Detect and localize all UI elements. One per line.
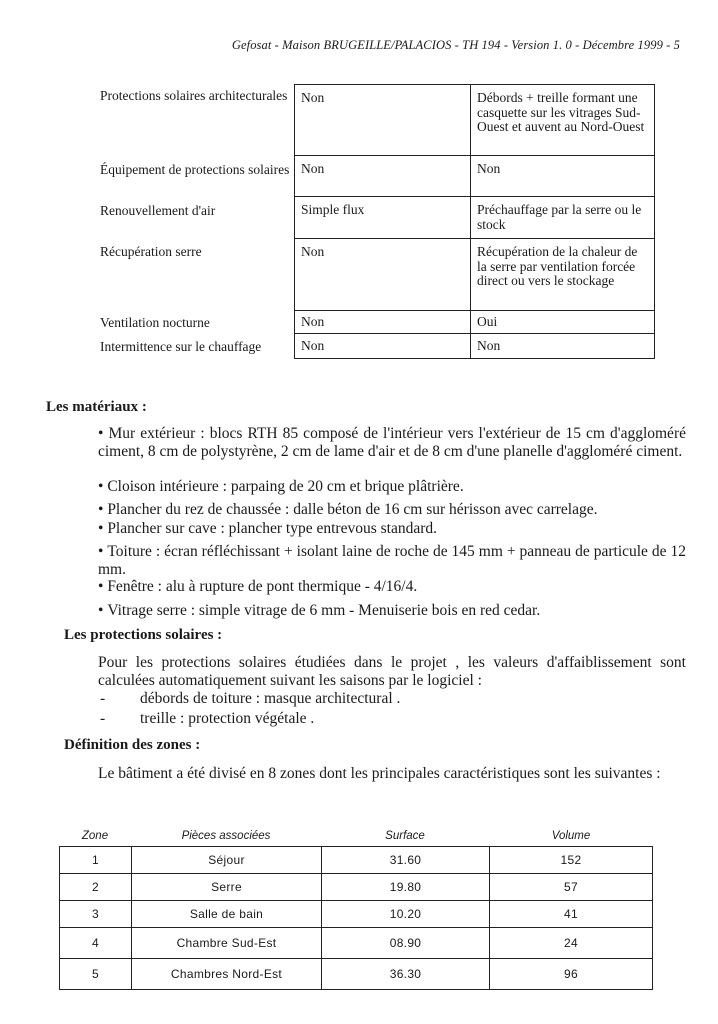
cell-current: Simple flux xyxy=(295,197,471,238)
material-item: • Plancher du rez de chaussée : dalle béton de 16 cm sur hérisson avec carrelage. xyxy=(98,501,686,519)
cell-current: Non xyxy=(295,334,471,358)
row-label: Protections solaires architecturales xyxy=(100,88,288,103)
cell-volume: 96 xyxy=(564,967,578,981)
header-surface: Surface xyxy=(385,830,425,842)
dash-marker: - xyxy=(100,690,106,707)
cell-room: Serre xyxy=(132,874,322,900)
material-item: • Plancher sur cave : plancher type entrevous standard. xyxy=(98,520,686,538)
table-row xyxy=(100,334,656,359)
table-row xyxy=(100,311,656,334)
cell-zone: 3 xyxy=(60,901,132,927)
zones-table xyxy=(59,826,653,990)
cell-current: Non xyxy=(295,311,471,333)
table-row xyxy=(60,927,652,958)
cell-surface: 08.90 xyxy=(322,928,490,958)
page-header: Gefosat - Maison BRUGEILLE/PALACIOS - TH 194 - Version 1. 0 - Décembre 1999 - 5 xyxy=(231,38,680,52)
cell-room: Salle de bain xyxy=(132,901,322,927)
solar-protection-item: - treille : protection végétale . xyxy=(100,710,315,727)
solar-protection-item: - débords de toiture : masque architectural . xyxy=(100,690,401,707)
dash-marker: - xyxy=(100,710,106,727)
solar-protections-title: Les protections solaires : xyxy=(64,627,223,643)
cell-zone: 5 xyxy=(60,959,132,989)
cell-current: Non xyxy=(295,156,471,196)
table-row xyxy=(60,847,652,873)
row-label: Équipement de protections solaires xyxy=(100,162,290,177)
cell-project: Préchauffage par la serre ou le stock xyxy=(477,202,642,232)
row-label: Ventilation nocturne xyxy=(100,315,210,330)
row-label: Intermittence sur le chauffage xyxy=(100,339,262,354)
cell-surface: 10.20 xyxy=(322,901,490,927)
zones-definition-title: Définition des zones : xyxy=(64,737,201,753)
cell-project: Débords + treille formant une casquette sur les vitrages Sud-Ouest et auvent au Nord-Ouest xyxy=(477,90,645,134)
material-item: • Mur extérieur : blocs RTH 85 composé de l'intérieur vers l'extérieur de 15 cm d'aggloméré ciment, 8 cm de polystyrène, 2 cm de lame d'air et de 8 cm d'une planelle d'aggloméré ciment. xyxy=(98,425,686,461)
cell-project: Non xyxy=(477,161,501,176)
cell-volume: 152 xyxy=(560,853,582,867)
cell-volume: 57 xyxy=(564,880,578,894)
table-row xyxy=(60,900,652,927)
material-item: • Fenêtre : alu à rupture de pont thermique - 4/16/4. xyxy=(98,578,686,596)
properties-table xyxy=(100,84,656,359)
zones-definition-intro: Le bâtiment a été divisé en 8 zones dont les principales caractéristiques sont les suivantes : xyxy=(98,765,661,782)
table-row xyxy=(100,84,656,156)
cell-project: Oui xyxy=(477,314,498,329)
solar-protections-intro: Pour les protections solaires étudiées dans le projet , les valeurs d'affaiblissement sont calculées automatiquement suivant les saisons par le logiciel : xyxy=(98,654,686,689)
header-zone: Zone xyxy=(81,830,109,842)
material-item: • Toiture : écran réfléchissant + isolant laine de roche de 145 mm + panneau de particule de 12 mm. xyxy=(98,543,686,579)
cell-volume: 24 xyxy=(564,936,578,950)
cell-zone: 1 xyxy=(60,847,132,873)
header-rooms: Pièces associées xyxy=(181,830,271,842)
material-item: • Cloison intérieure : parpaing de 20 cm et brique plâtrière. xyxy=(98,478,686,496)
cell-zone: 4 xyxy=(60,928,132,958)
cell-surface: 36.30 xyxy=(322,959,490,989)
cell-room: Séjour xyxy=(132,847,322,873)
cell-volume: 41 xyxy=(564,907,578,921)
cell-current: Non xyxy=(295,239,471,310)
cell-current: Non xyxy=(295,85,471,155)
header-volume: Volume xyxy=(551,830,591,842)
zones-table-header xyxy=(59,826,653,846)
cell-zone: 2 xyxy=(60,874,132,900)
materials-title: Les matériaux : xyxy=(46,399,147,415)
cell-surface: 19.80 xyxy=(322,874,490,900)
row-label: Récupération serre xyxy=(100,244,202,259)
cell-room: Chambre Sud-Est xyxy=(132,928,322,958)
cell-project: Récupération de la chaleur de la serre par ventilation forcée direct ou vers le stockage xyxy=(477,244,638,288)
table-row xyxy=(100,197,656,239)
cell-project: Non xyxy=(477,338,501,353)
cell-surface: 31.60 xyxy=(322,847,490,873)
table-row xyxy=(100,239,656,311)
material-item: • Vitrage serre : simple vitrage de 6 mm - Menuiserie bois en red cedar. xyxy=(98,602,686,620)
cell-room: Chambres Nord-Est xyxy=(132,959,322,989)
table-row xyxy=(60,873,652,900)
table-row xyxy=(60,958,652,989)
table-row xyxy=(100,156,656,197)
row-label: Renouvellement d'air xyxy=(100,203,216,218)
